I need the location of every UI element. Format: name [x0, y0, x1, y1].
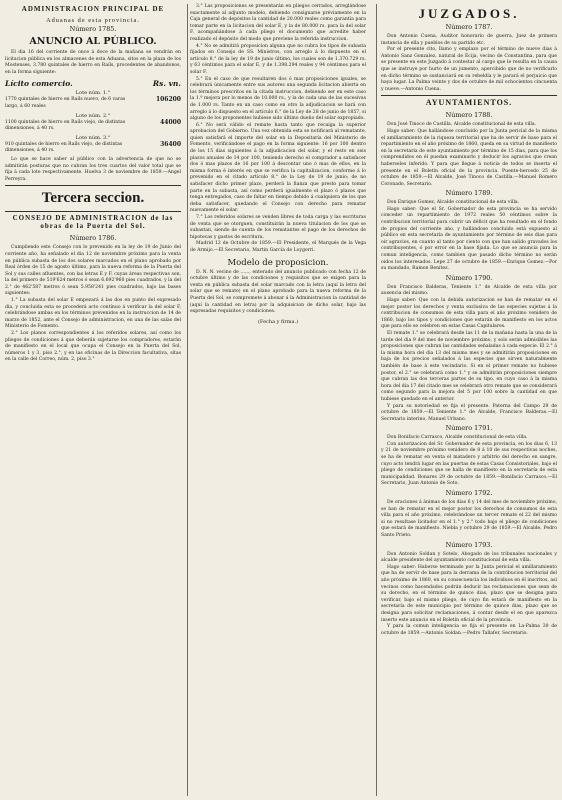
notice-paragraph: Don Enrique Gomez, Alcalde constitucional de esta villa.	[387, 200, 520, 206]
notice-paragraph: De oraciones á ánimas de los dias 6 y 14 del mes de noviembre próximo, se han de rematar en el mejor postor los derechos de consumos de esta villa para el año próximo, celebrándose un tercer remate el 22 del mismo si no resultase licitador en el 1.° y 2.° todo bajo el pliego de condiciones que estará de manifiesto. Niebla y octubre 29 de 1859.—El Alcalde, Pedro Santo Prieto.	[381, 500, 557, 538]
signature-line: Madrid 12 de Octubre de 1859.—El Presidente, el Marqués de la Vega de Armijo.—El Secretario, Martin García de Loygorri.	[190, 241, 366, 253]
lot-text: 1100 quintales de hierro en Raíls viejo, de distintas dimensiones, á 40 rs.	[5, 119, 126, 132]
notice-number: Número 1790.	[445, 273, 493, 282]
header-sub: Aduanas de esta provincia.	[46, 17, 140, 24]
section-header: JUZGADOS.	[418, 6, 520, 21]
notice-paragraph: 4.° No se admitirá proposicion alguna que no cubra los tipos de subasta fijados en Consejo de SS. Ministros, con arreglo á lo dispuesto en el artículo 8.° de la ley de 19 de junio último, los cuales son de 1.370.729 rs. y 63 céntimos para el solar E, y de 1.398.294 reales y 94 céntimos para el solar F.	[190, 43, 366, 75]
notice-paragraph: Hago saber: Que hallándose concluido por la Junta pericial de la misma el amillaramiento de la riqueza territorial que ha de servir de base para el repartimiento en el año próximo de 1860, queda en su virtud de manifiesto en la secretaría de este ayuntamiento por término de 15 dias, para que los comprendidos en él puedan examinarlo y deducir los agravios que crean haberseles inferido. Y para que llegue á noticia de todos se inserta el presente en el Boletín oficial de la provincia. Puente-hercedo 25 de octubre de 1859.—El Alcalde, José Tinoco de Castilla.—Manuel Romero Coronado, Secretario.	[381, 128, 557, 187]
column-right	[381, 4, 557, 637]
notice-paragraph: Cumpliendo este Consejo con lo prevenido en la ley de 19 de Junio del corriente año, ha señalado el dia 12 de noviembre próximo para la venta en pública subasta de los dos solares marcados en el plano aprobado por Real órden de 15 de agosto último, para la nueva reforma de la Puerta del Sol y sus calles afluentes, con las letras E y F, cuyas áreas respectivas son, la del primero de 519'624 metros ó sean 6.692'960 pies cuadrados, y la del 2.° de 462'587 metros ó sean 5.958'241 pies cuadrados, bajo las bases siguientes:	[5, 245, 181, 297]
fecha-firma: (Fecha y firma.)	[257, 318, 299, 325]
column-divider	[376, 4, 377, 796]
notice-paragraph: Don José Tinoco de Castilla, Alcalde constitucional de esta villa.	[387, 122, 537, 128]
notice-number: Número 1787.	[445, 23, 493, 31]
section-divider	[5, 185, 181, 186]
column-middle	[190, 4, 366, 325]
notice-paragraph: Don Antonio Soldan y Sotelo, Abogado de los tribunales nacionales y alcalde presidente del ayuntamiento constitucional de esta villa.	[381, 551, 557, 564]
notice-paragraph: Por el presente cito, llamo y emplazo por el término de nueve dias á Antonio Sanz Gonzalez, natural de Écija, vecino de Constantina, para que se presente en este Juzgado á contestar al cargo que le resulta en la causa que se instruye por hurto de un jumento, apercibido que de no verificarlo en dicho término se sustanciará en su rebeldía y le parará el perjuicio que haya lugar. La Palma veinte y dos de octubre de mil ochocientos cincuenta y nueve.—Antonio Cuena.	[381, 47, 557, 92]
lot-text: 910 quintales de hierro en Raíls viejo, de distintas dimensiones, á 40 rs.	[5, 141, 123, 154]
notice-paragraph: Don Francisco Balderas, Teniente 1.° de Alcalde de esta villa por ausencia del mismo.	[381, 284, 557, 297]
notice-paragraph: El remate 1.° se celebrará desde las 11 de la mañana hasta la una de la tarde del dia 9 del mes de noviembre próximo, y solo serán admisibles las proposiciones que cubran las cantidades señaladas á cada especie. El 2.° á la misma hora del dia 13 del mismo mes y se admitirán proposiciones en baja de los precios señalados á las especies que sirven naturalmente también de base á este vecindario. Si en el primer remate no hubiese postor, el 2.° se celebrará como 1.° y se admitirán proposiciones siempre que cubran las dos terceras partes de su tipo, en cuyo caso á la misma hora del dia 17 del citado mes se celebrará otro remate que se considerará como segundo para la mejora del 5 por 100 sobre la cantidad en que hubiese quedado en el anterior.	[381, 330, 557, 402]
notice-paragraph: Don Bonifacio Carrasco, Alcalde constitucional de esta villa.	[387, 435, 528, 441]
licito-header	[5, 79, 181, 88]
notice-paragraph: Hago saber: Que con la debida autorizacion se han de rematar en el mejor postor los derechos y venta exclusiva de las especies sujetas á la contribucion de consumos de esta villa para el año próximo venidero de 1860, bajo los tipos y condiciones que estarán de manifiesto en los actos que para ello se celebren en estas Casas Capitulares.	[381, 298, 557, 330]
section-divider	[5, 211, 181, 212]
notice-number: Número 1789.	[445, 189, 493, 198]
notice-number: Número 1791.	[445, 424, 493, 433]
notice-number: Número 1792.	[445, 489, 493, 498]
notice-paragraph: 7.° Los referidos solares se venden libres de toda carga y las escrituras de venta que se otorguen, constituirán la nueva titulacion de los que se subastan, siendo de cuenta de los rematantes el pago de los derechos de hipotecas y gastos de escritura.	[190, 215, 366, 240]
lot-text: 1770 quintales de hierro en Raíls nuevo, de 6 varas largo, á 60 reales	[5, 97, 126, 109]
notice-number: Número 1785.	[69, 25, 117, 33]
notice-paragraph: 1.° La subasta del solar E empezará á las dos en punto del expresado dia, y concluida esta se procederá acto contínuo á verificar la del solar F, celebrándose ambas en los términos prevenidos en la instruccion de 14 de marzo de 1852, ante el Consejo de administracion, en una de las salas del Ministerio de Fomento.	[5, 298, 181, 330]
lot-amount: 44000	[160, 118, 181, 126]
notice-paragraph: Hago saber: Que el Sr. Gobernador de esta provincia se ha servido conceder un repartimiento de 1972 reales 50 céntimos sobre la contribucion territorial para cubrir un déficit que ha resultado en el fondo de propios del corriente año, y hallándose concluido está expuesto al público en esta secretaría de ayuntamiento por término de seis dias para oir agravios, en cuanto al tanto por ciento con que han salido gravados los contribuyentes, ó por error en la base fijada. Lo que se anuncia para la comun inteligencia, como tambien que pasado dicho término no serán oidos los interesados. Lepe 27 de octubre de 1859.—Enrique Gomez.—Por su mandado, Ramon Benítez.	[381, 206, 557, 272]
licito-label: Lícito comercio.	[5, 79, 73, 89]
notice-number: Número 1788.	[445, 111, 493, 120]
notice-heading: ANUNCIO AL PÚBLICO.	[29, 36, 157, 47]
lot-title: Lote núm. 1.°	[75, 90, 111, 97]
licito-unit: Rs. vn.	[152, 79, 181, 89]
lot-row	[5, 142, 181, 155]
notice-paragraph: Lo que se hace saber al público con la advertencia de que no se admitirán posturas que no cubran los tres cuartos del valor total que se fija á cada lote respectivamente. Huelva 3 de noviembre de 1859.—Angel Perreyra.	[5, 156, 181, 182]
notice-paragraph: 5.° En el caso de que resultaren dos ó mas proposiciones iguales, se celebrará únicamente entre sus autores una segunda licitacion abierta en los términos prescritos en la citada instruccion, debiendo ser en este caso la 1.ª mejora por lo menos de 10.000 rs., y la de cada una de las sucesivas de 1.000 rs. Tanto en un caso como en otro la adjudicacion se hará con arreglo á lo dispuesto en el artículo 6.° de la Ley de 28 de junio de 1857, si alguno de los proponentes hubiese sido último dueño del solar expropiado.	[190, 76, 366, 122]
column-left	[5, 4, 181, 364]
lot-row	[5, 97, 181, 110]
notice-paragraph: 3.° Las proposiciones se presentarán en pliegos cerrados, arreglándose exactamente al adjunto modelo, debiendo consignarse préviamente en la Caja general de depósitos la cantidad de 20.000 reales como garantía para tomar parte en la licitacion del solar E, y la de 80.000 rs. para la del solar F, acompañándose á cada pliego el documento que acredite haber realizado el depósito del modo que previene la referida instruccion.	[190, 4, 366, 42]
header-title: ADMINISTRACION PRINCIPAL DE	[21, 5, 165, 13]
lot-amount: 36400	[160, 140, 181, 148]
notice-paragraph: Y para su notoriedad se fija el presente. Paterna del Campo 29 de octubre de 1859.—El Teniente 1.° de Alcalde, Francisco Balderas.—El Secretario interino, Manuel Urbano.	[381, 403, 557, 422]
section-divider	[381, 95, 557, 96]
lot-title: Lote núm. 3.°	[75, 134, 111, 141]
section-header: AYUNTAMIENTOS.	[425, 98, 513, 108]
notice-paragraph: Con autorizacion del Sr. Gobernador de esta provincia, en los dias 6, 13 y 21 de noviembre próximo venidero de 8 á 10 de sus respectivas noches, se ha de rematar en venta el matadero y arbitrio del derecho en sangre, cuyo acto tendrá lugar en las puertas de estas Casas Consistoriales, bajo el pliego de condiciones que se halla de manifiesto en la secretaría de esta municipalidad. Bonares 29 de octubre de 1859.—Bonifacio Carrasco.—El Secretario, Juan Antonio de Soto.	[381, 441, 557, 487]
lot-title: Lote núm. 2.°	[75, 112, 111, 119]
notice-number: Número 1793.	[445, 540, 493, 549]
notice-number: Número 1786.	[69, 234, 117, 243]
notice-paragraph: 2.° Los planos correspondientes á los referidos solares, así como los pliegos de condiciones á que deberán sujetarse los compradores, estarán de manifiesto en el local que ocupa el Consejo en la Puerta del Sol, números 1 y 3, piso 2.°, y en las oficinas de la Direccion facultativa, sitas en la calle del Correo, núm. 2, piso 3.°	[5, 331, 181, 363]
lot-amount: 106200	[155, 96, 181, 104]
notice-paragraph: D. N. N. vecino de ......, enterado del anuncio publicado con fecha 12 de octubre último y de las condiciones y requisitos que se exigen para la venta en pública subasta del solar marcado con la letra (aquí la letra del solar que se remate) en el plano aprobado para la nueva reforma de la Puerta del Sol, se compromete á abonar á la Administracion la cantidad de (aquí la cantidad en letra) por la adquisicion de dicho solar, bajo las expresadas requisitos y condiciones.	[190, 269, 366, 315]
admin-header	[5, 5, 181, 24]
modelo-title: Modelo de proposicion.	[227, 257, 329, 268]
column-divider	[187, 4, 188, 796]
lot-row	[5, 120, 181, 133]
notice-paragraph: Hago saber: Haberse terminado por la Junta pericial el amillaramiento que ha de servir de base para la derrama de la contribucion territorial del año próximo de 1860, en su consecuencia los individuos en él inscritos, así vecinos como hacendados podrán deducir las reclamaciones que sean de su derecho, en el término de quince dias, plazo que se designa para verificar, bajo el mismo pliego, de cuyo fin estará de manifiesto en la secretaría de este municipio por término de quince dias, plazo que se designa para solicitar reclamaciones, á contar desde el en que aparezca inserto este anuncio en el Boletín oficial de la provincia.	[381, 564, 557, 623]
notice-paragraph: El dia 16 del corriente de once á doce de la mañana se vendrán en licitacion pública en los almacenes de esta Aduana, sitos en la plaza de los Mostenses, 3.780 quintales de hierro en Raíls, procedentes de abandonos, en la forma siguiente:	[5, 50, 181, 75]
notice-paragraph: Don Antonio Cuena, Auditor honorario de guerra, Juez de primera instancia de ella y pueblos de su partido etc.	[381, 34, 557, 46]
notice-paragraph: 6.° No será válido el remate hasta tanto que recaiga la superior aprobacion del Gobierno. Una vez obtenida esta se notificará al rematante, quien satisfará el importe del solar en la Depositaría del Ministerio de Fomento, verificándose el pago en la forma siguiente: 16 por 100 dentro de los 15 dias siguientes á la adjudicacion del solar, y el resto en seis plazos anuales de 14 por 100, teniendo derecho el comprador a satisfacer dos ó mas plazos de 16 por 100 á descontar uno ó mas de ellos, en la misma forma é interés en que se verifica la capitalizacion, conforme á lo prevenido en el citado artículo 8.° de la Ley de 19 de junio; de no satisfacer dicho primer plazo, perderá la fianza que presto para tomar parte en la subasta, así como perderá igualmente el plazo ó plazos que tenga entregados, caso de faltar en tiempo debido á cualquiera de los que deba satisfacer, quedando el Consejo con derecho para rematar nuevamente el solar.	[190, 122, 366, 214]
section-sub: CONSEJO DE ADMINISTRACION de las obras de la Puerta del Sol.	[12, 214, 174, 231]
section-title: Tercera seccion.	[41, 190, 145, 207]
notice-paragraph: Y para la comun inteligencia se fija el presente en La-Palma 30 de octubre de 1859.—Antonio Soldan.—Pedro Tallafer, Secretario.	[381, 624, 557, 636]
